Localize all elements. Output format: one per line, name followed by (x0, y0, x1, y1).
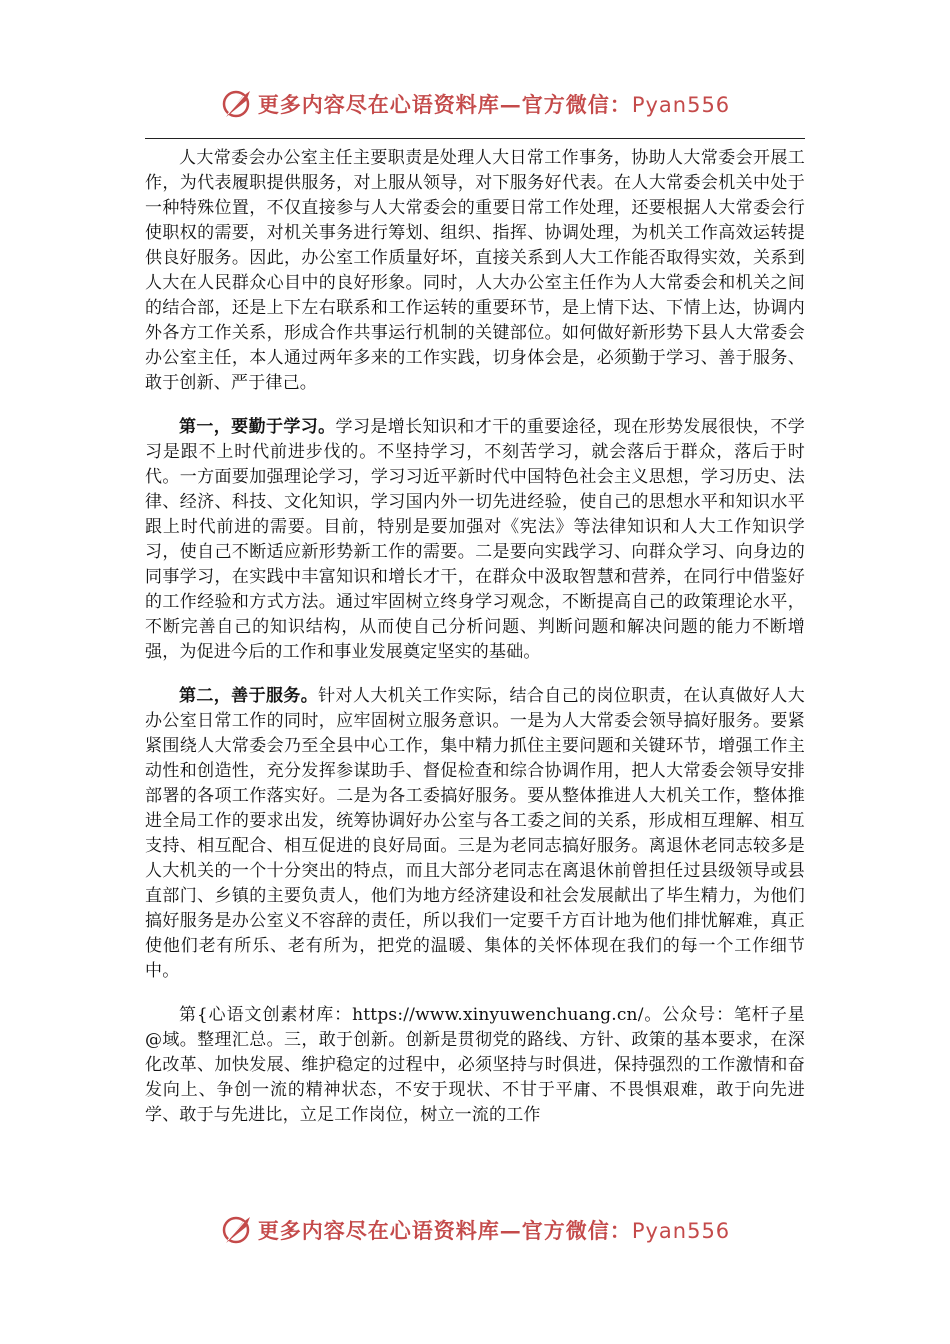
text-service: 针对人大机关工作实际，结合自己的岗位职责，在认真做好人大办公室日常工作的同时，应牢固树立服务意识。一是为人大常委会领导搞好服务。要紧紧围绕人大常委会乃至全县中心工作，集中精力抓住主要问题和关键环节，增强工作主动性和创造性，充分发挥参谋助手、督促检查和综合协调作用，把人大常委会领导安排部署的各项工作落实好。二是为各工委搞好服务。要从整体推进人大机关工作，整体推进全局工作的要求出发，统筹协调好办公室与各工委之间的关系，形成相互理解、相互支持、相互配合、相互促进的良好局面。三是为老同志搞好服务。离退休老同志较多是人大机关的一个十分突出的特点，而且大部分老同志在离退休前曾担任过县级领导或县直部门、乡镇的主要负责人，他们为地方经济建设和社会发展献出了毕生精力，为他们搞好服务是办公室义不容辞的责任，所以我们一定要千方百计地为他们排忧解难，真正使他们老有所乐、老有所为，把党的温暖、集体的关怀体现在我们的每一个工作细节中。 (145, 686, 805, 981)
heading-learning: 第一，要勤于学习。 (179, 417, 336, 437)
paragraph-intro: 人大常委会办公室主任主要职责是处理人大日常工作事务，协助人大常委会开展工作，为代表履职提供服务，对上服从领导，对下服务好代表。在人大常委会机关中处于一种特殊位置，不仅直接参与人大常委会的重要日常工作处理，还要根据人大常委会行使职权的需要，对机关事务进行筹划、组织、指挥、协调处理，为机关工作高效运转提供良好服务。因此，办公室工作质量好坏，直接关系到人大工作能否取得实效，关系到人大在人民群众心目中的良好形象。同时，人大办公室主任作为人大常委会和机关之间的结合部，还是上下左右联系和工作运转的重要环节，是上情下达、下情上达，协调内外各方工作关系，形成合作共事运行机制的关键部位。如何做好新形势下县人大常委会办公室主任，本人通过两年多来的工作实践，切身体会是，必须勤于学习、善于服务、敢于创新、严于律己。 (145, 148, 805, 393)
paragraph-innovation: 第{心语文创素材库：https://www.xinyuwenchuang.cn/。公众号：笔杆子星@域。整理汇总。三，敢于创新。创新是贯彻党的路线、方针、政策的基本要求，在深化改革、加快发展、维护稳定的过程中，必须坚持与时俱进，保持强烈的工作激情和奋发向上、争创一流的精神状态，不安于现状、不甘于平庸、不畏惧艰难，敢于向先进学、敢于与先进比，立足工作岗位，树立一流的工作 (145, 1005, 805, 1125)
header-divider (145, 138, 805, 139)
document-body (145, 146, 805, 1147)
quill-logo-icon (220, 87, 254, 121)
header-banner-text: 更多内容尽在心语资料库—官方微信：Pyan556 (257, 92, 731, 117)
heading-service: 第二，善于服务。 (179, 686, 319, 706)
paragraph-service (145, 684, 805, 984)
text-learning: 学习是增长知识和才干的重要途径，现在形势发展很快，不学习是跟不上时代前进步伐的。不坚持学习，不刻苦学习，就会落后于群众，落后于时代。一方面要加强理论学习，学习习近平新时代中国特色社会主义思想，学习历史、法律、经济、科技、文化知识，学习国内外一切先进经验，使自己的思想水平和知识水平跟上时代前进的需要。目前，特别是要加强对《宪法》等法律知识和人大工作知识学习，使自己不断适应新形势新工作的需要。二是要向实践学习、向群众学习、向身边的同事学习，在实践中丰富知识和增长才干，在群众中汲取智慧和营养，在同行中借鉴好的工作经验和方式方法。通过牢固树立终身学习观念，不断提高自己的政策理论水平，不断完善自己的知识结构，从而使自己分析问题、判断问题和解决问题的能力不断增强，为促进今后的工作和事业发展奠定坚实的基础。 (145, 417, 805, 662)
footer-banner-text: 更多内容尽在心语资料库—官方微信：Pyan556 (257, 1218, 731, 1243)
footer-banner (0, 1210, 950, 1250)
footer-wechat-id: Pyan556 (631, 1219, 731, 1243)
header-banner (0, 84, 950, 124)
paragraph-learning (145, 415, 805, 665)
header-wechat-id: Pyan556 (631, 93, 731, 117)
quill-logo-icon (220, 1213, 254, 1247)
